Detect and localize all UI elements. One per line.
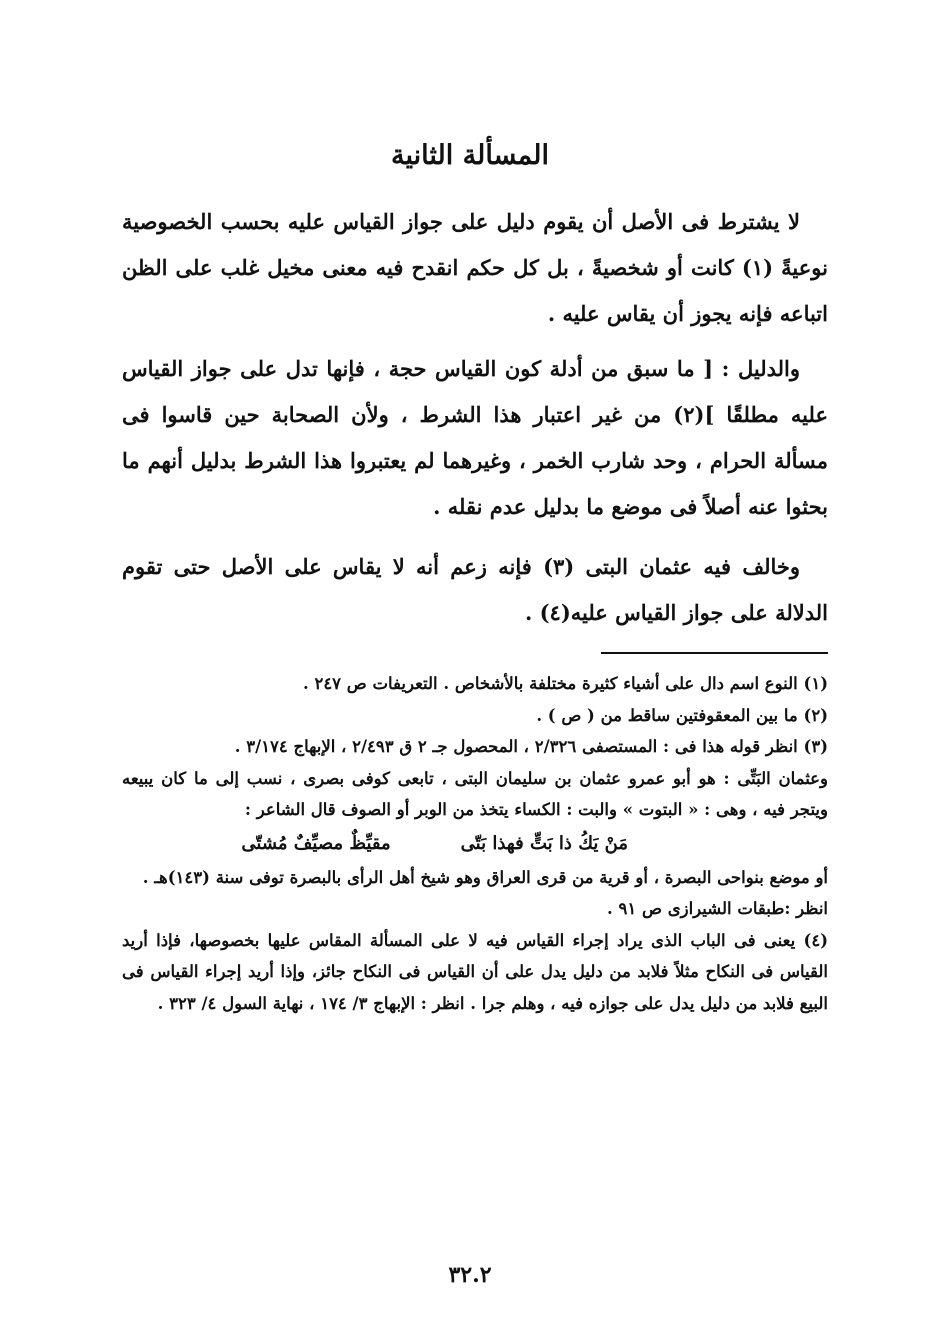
page-title: المسألة الثانية [391, 140, 549, 171]
verse-first-hemistich: مَنْ يَكُ ذا بَتٍّ فهذا بَتّى [460, 832, 628, 854]
footnote-divider [601, 652, 828, 654]
footnote-3-biography: وعثمان البَتِّى : هو أبو عمرو عثمان بن سليمان البتى ، تابعى كوفى بصرى ، نسب إلى ما كان يبيعه ويتجر فيه ، وهى : « البتوت » والبت : الكساء يتخذ من الوبر أو الصوف قال الشاعر : [122, 768, 828, 819]
page-number: ٣٢.٢ [448, 1262, 492, 1288]
footnote-3-reference: انظر :طبقات الشيرازى ص ٩١ . [607, 899, 828, 918]
footnote-1: (١) النوع اسم دال على أشياء كثيرة مختلفة بالأشخاص . التعريفات ص ٢٤٧ . [302, 674, 828, 693]
verse-second-hemistich: مقيِّظٌ مصيِّفٌ مُشتّى [241, 832, 391, 854]
body-paragraph-3: وخالف فيه عثمان البتى (٣) فإنه زعم أنه لا يقاس على الأصل حتى تقوم الدلالة على جواز القياس عليه(٤) . [122, 554, 828, 625]
footnote-3-verse [122, 826, 828, 862]
footnote-3-place: أو موضع بنواحى البصرة ، أو قرية من قرى العراق وهو شيخ أهل الرأى بالبصرة توفى سنة (١٤٣)هـ . [142, 867, 828, 887]
footnote-4: (٤) يعنى فى الباب الذى يراد إجراء القياس فيه لا على المسألة المقاس عليها بخصوصها، فإذا أريد القياس فى النكاح مثلاً فلابد من دليل يدل على أن القياس فى النكاح جائز، وإذا أريد إجراء القياس فى البيع فلابد من دليل يدل على جوازه فيه ، وهلم جرا . انظر : الإبهاج ٣/ ١٧٤ ، نهاية السول ٤/ ٣٢٣ . [122, 930, 828, 1013]
footnote-3: (٣) انظر قوله هذا فى : المستصفى ٢/٣٢٦ ، المحصول جـ ٢ ق ٢/٤٩٣ ، الإبهاج ٣/١٧٤ . [234, 737, 828, 756]
body-paragraph-3-block [122, 544, 828, 636]
footnotes-section [122, 668, 828, 1019]
footnote-2: (٢) ما بين المعقوفتين ساقط من ( ص ) . [536, 705, 828, 725]
body-paragraph-1-block [122, 199, 828, 337]
body-paragraph-2: والدليل : [ ما سبق من أدلة كون القياس حجة ، فإنها تدل على جواز القياس عليه مطلقًا ](٢) من غير اعتبار هذا الشرط ، ولأن الصحابة حين قاسوا فى مسألة الحرام ، وحد شارب الخمر ، وغيرهما لم يعتبروا هذا الشرط بدليل أنهم ما بحثوا عنه أصلاً فى موضع ما بدليل عدم نقله . [122, 356, 828, 519]
body-paragraph-2-block [122, 346, 828, 530]
body-paragraph-1: لا يشترط فى الأصل أن يقوم دليل على جواز القياس عليه بحسب الخصوصية نوعيةً (١) كانت أو شخصيةً ، بل كل حكم انقدح فيه معنى مخيل غلب على الظن اتباعه فإنه يجوز أن يقاس عليه . [122, 209, 828, 326]
